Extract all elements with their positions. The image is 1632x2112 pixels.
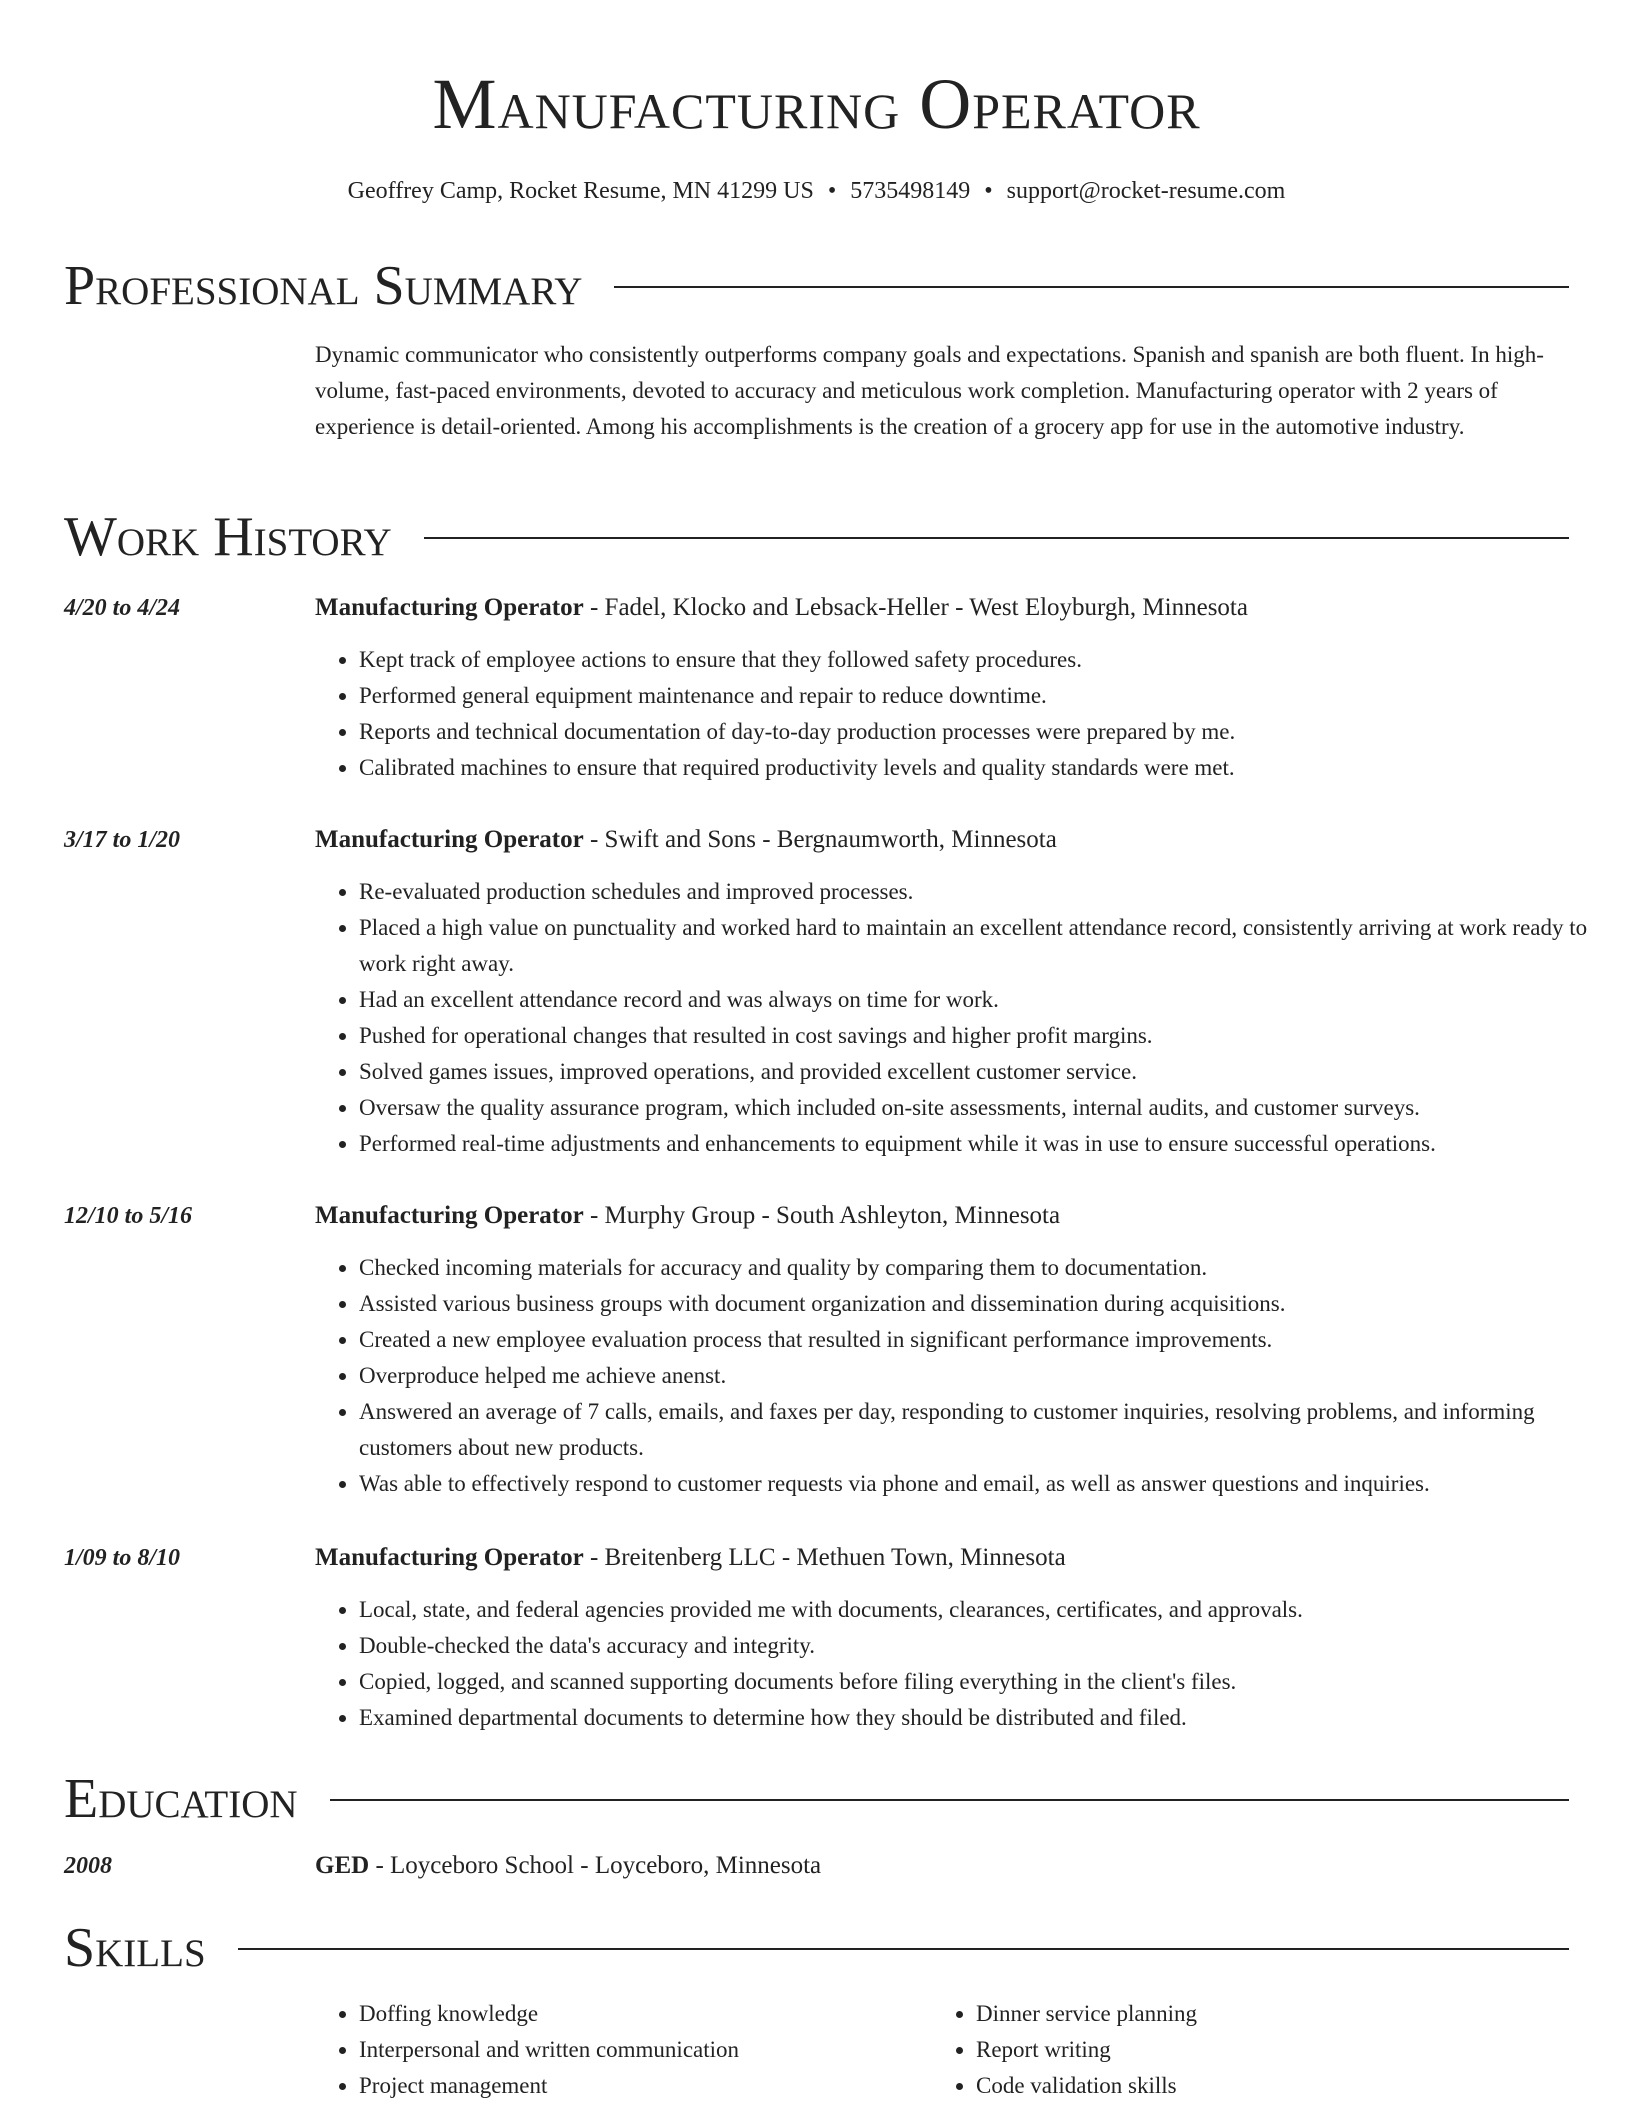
job-title: Manufacturing Operator [315, 594, 584, 621]
contact-separator: • [984, 178, 993, 204]
education-degree: GED [315, 1852, 370, 1879]
job-title: Manufacturing Operator [315, 826, 584, 853]
section-heading: Skills [64, 1917, 206, 1979]
skills-column-right [932, 1996, 1549, 2104]
list-item: • Re-evaluated production schedules and improved processes. [359, 874, 1613, 910]
list-item: • Performed general equipment maintenance and repair to reduce downtime. [359, 678, 1613, 714]
skills-column-left [315, 1996, 932, 2104]
list-item: • Double-checked the data's accuracy and integrity. [359, 1628, 1613, 1664]
skills-list [315, 1996, 1569, 2104]
section-summary-header [64, 254, 1569, 318]
job-employer: - Murphy Group - South Ashleyton, Minnesota [583, 1202, 1061, 1229]
job-title: Manufacturing Operator [315, 1202, 584, 1229]
skill-item: • Report writing [976, 2032, 1549, 2068]
job-employer: - Swift and Sons - Bergnaumworth, Minnesota [583, 826, 1057, 853]
section-work-header [64, 505, 1569, 569]
list-item: • Calibrated machines to ensure that required productivity levels and quality standards were met. [359, 750, 1613, 786]
section-heading: Education [64, 1768, 298, 1830]
list-item: • Checked incoming materials for accuracy and quality by comparing them to documentation. [359, 1250, 1613, 1286]
list-item: • Oversaw the quality assurance program, which included on-site assessments, internal audits, and customer surveys. [359, 1090, 1613, 1126]
job-dates: 1/09 to 8/10 [64, 1545, 181, 1571]
section-skills-header [64, 1916, 1569, 1980]
list-item: • Overproduce helped me achieve anenst. [359, 1358, 1613, 1394]
job-heading [315, 822, 1057, 858]
list-item: • Copied, logged, and scanned supporting documents before filing everything in the client's files. [359, 1664, 1613, 1700]
list-item: • Performed real-time adjustments and enhancements to equipment while it was in use to ensure successful operations. [359, 1126, 1613, 1162]
skill-item: • Doffing knowledge [359, 1996, 932, 2032]
job-bullets [315, 642, 1613, 786]
skill-item: • Dinner service planning [976, 1996, 1549, 2032]
job-dates: 12/10 to 5/16 [64, 1203, 193, 1229]
list-item: • Solved games issues, improved operations, and provided excellent customer service. [359, 1054, 1613, 1090]
contact-separator: • [827, 178, 837, 204]
section-divider [238, 1948, 1569, 1950]
education-heading [315, 1848, 821, 1884]
job-heading [315, 1198, 1060, 1234]
job-employer: - Fadel, Klocko and Lebsack-Heller - West Eloyburgh, Minnesota [583, 594, 1248, 621]
section-education-header [64, 1767, 1569, 1831]
skill-item: • Project management [359, 2068, 932, 2104]
summary-text: Dynamic communicator who consistently outperforms company goals and expectations. Spanish and spanish are both fluent. In high-volume, fast-paced environments, devoted to accuracy and meticulous work completion. Manufacturing operator with 2 years of experience is detail-oriented. Among his accomplishments is the creation of a grocery app for use in the automotive industry. [315, 342, 1544, 439]
list-item: • Assisted various business groups with document organization and dissemination during acquisitions. [359, 1286, 1613, 1322]
contact-address: Geoffrey Camp, Rocket Resume, MN 41299 US [347, 178, 814, 204]
list-item: • Kept track of employee actions to ensure that they followed safety procedures. [359, 642, 1613, 678]
job-dates: 3/17 to 1/20 [64, 827, 181, 853]
section-heading: Work History [64, 506, 392, 568]
job-heading [315, 590, 1248, 626]
list-item: • Local, state, and federal agencies provided me with documents, clearances, certificates, and approvals. [359, 1592, 1613, 1628]
list-item: • Answered an average of 7 calls, emails, and faxes per day, responding to customer inquiries, resolving problems, and informing customers about new products. [359, 1394, 1613, 1466]
contact-line [64, 174, 1569, 208]
job-employer: - Breitenberg LLC - Methuen Town, Minnesota [583, 1544, 1066, 1571]
list-item: • Examined departmental documents to determine how they should be distributed and filed. [359, 1700, 1613, 1736]
list-item: • Created a new employee evaluation process that resulted in significant performance improvements. [359, 1322, 1613, 1358]
list-item: • Was able to effectively respond to customer requests via phone and email, as well as answer questions and inquiries. [359, 1466, 1613, 1502]
job-bullets [315, 1250, 1613, 1502]
job-heading [315, 1540, 1066, 1576]
section-heading: Professional Summary [64, 255, 583, 317]
section-divider [330, 1799, 1569, 1801]
list-item: • Pushed for operational changes that resulted in cost savings and higher profit margins. [359, 1018, 1613, 1054]
resume-title: Manufacturing Operator [432, 64, 1201, 144]
job-title: Manufacturing Operator [315, 1544, 584, 1571]
education-year: 2008 [64, 1853, 112, 1879]
job-bullets [315, 1592, 1613, 1736]
skill-item: • Code validation skills [976, 2068, 1549, 2104]
contact-phone: 5735498149 [850, 178, 971, 204]
section-divider [424, 537, 1569, 539]
education-school: - Loyceboro School - Loyceboro, Minnesota [369, 1852, 822, 1879]
job-bullets [315, 874, 1613, 1162]
job-dates: 4/20 to 4/24 [64, 595, 181, 621]
list-item: • Had an excellent attendance record and was always on time for work. [359, 982, 1613, 1018]
list-item: • Reports and technical documentation of day-to-day production processes were prepared by me. [359, 714, 1613, 750]
list-item: • Placed a high value on punctuality and worked hard to maintain an excellent attendance record, consistently arriving at work ready to work right away. [359, 910, 1613, 982]
contact-email: support@rocket-resume.com [1006, 178, 1286, 204]
section-divider [614, 286, 1569, 288]
skill-item: • Interpersonal and written communication [359, 2032, 932, 2068]
